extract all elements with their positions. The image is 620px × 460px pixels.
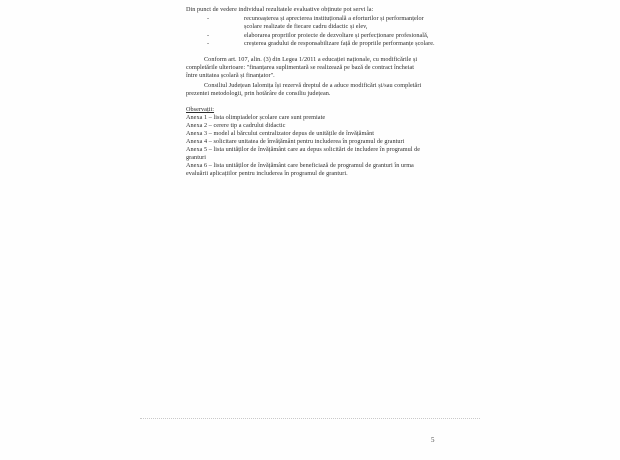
annex-line-8: evaluării aplicațiilor pentru includerea în programul de granturi.: [186, 170, 348, 177]
bullet-1-line-1: recunoașterea și aprecierea instituțională a eforturilor și performanțelor: [244, 15, 424, 22]
annex-line-4: Anexa 4 – solicitare unitatea de învățământ pentru includerea în programul de granturi: [186, 138, 405, 145]
intro-text: Din punct de vedere individual rezultatele evaluative obținute pot servi la:: [186, 6, 374, 13]
bullet-3-line-1: creșterea gradului de responsabilizare față de propriile performanțe școlare.: [244, 40, 435, 47]
bullet-1-line-2: școlare realizate de fiecare cadru didactic și elev,: [244, 23, 368, 30]
paragraph-1-line-2: completările ulterioare: "finanțarea suplimentară se realizează pe bază de contract încheiat: [186, 64, 415, 71]
annex-line-1: Anexa 1 – lista olimpiadelor școlare care sunt premiate: [186, 114, 326, 121]
annex-line-6: granturi: [186, 154, 206, 161]
bullet-dash: -: [207, 15, 210, 22]
paragraph-2-line-2: prezentei metodologii, prin hotărâre de consiliu județean.: [186, 90, 331, 97]
annex-line-5: Anexa 5 – lista unităților de învățământ care au depus solicitări de includere în programul de: [186, 146, 421, 153]
annex-line-7: Anexa 6 – lista unităților de învățământ care beneficiază de programul de granturi în urma: [186, 162, 414, 169]
paragraph-1-line-1: Conform art. 107, alin. (3) din Legea 1/2011 a educației naționale, cu modificările și: [204, 56, 418, 63]
observations-heading: Observații:: [186, 106, 215, 113]
bullet-2-line-1: elaborarea propriilor proiecte de dezvoltare și perfecționare profesională,: [244, 32, 429, 39]
annex-line-3: Anexa 3 – model al bărcului centralizator depus de unitățile de învățământ: [186, 130, 375, 137]
annex-line-2: Anexa 2 – cerere tip a cadrului didactic: [186, 122, 286, 129]
page-number: 5: [431, 436, 435, 444]
paragraph-2-line-1: Consiliul Județean Ialomița își rezervă dreptul de a aduce modificări și/sau completări: [204, 82, 422, 89]
bullet-dash: -: [207, 40, 210, 47]
scan-artifact-line: [140, 418, 480, 419]
paragraph-1-line-3: între unitatea școlară și finanțator".: [186, 72, 275, 79]
bullet-dash: -: [207, 32, 210, 39]
